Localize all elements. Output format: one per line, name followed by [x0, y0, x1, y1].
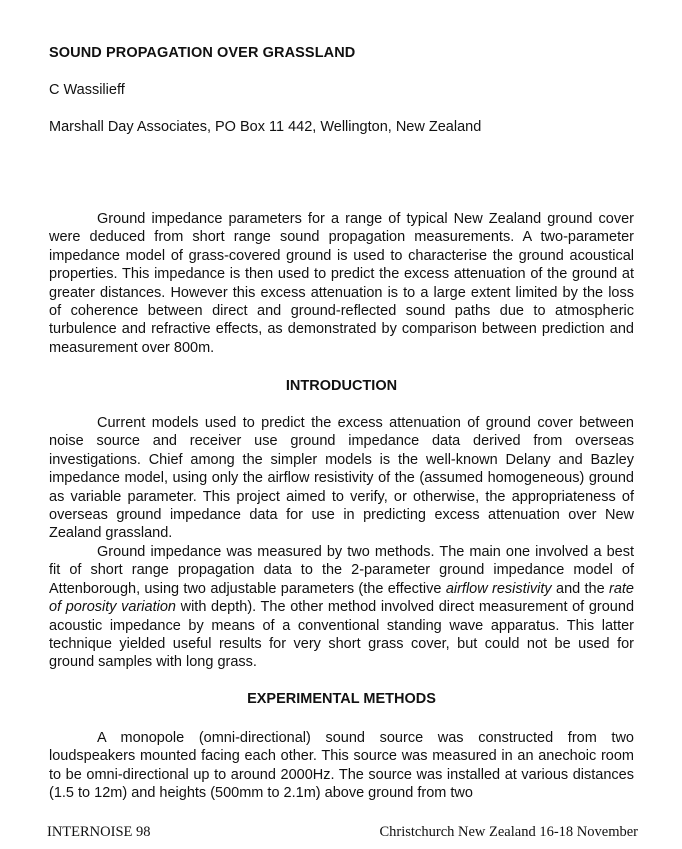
- paper-title: SOUND PROPAGATION OVER GRASSLAND: [49, 45, 356, 61]
- experimental-methods-heading: EXPERIMENTAL METHODS: [247, 691, 436, 707]
- intro-p2-text-2: and the: [551, 580, 610, 597]
- abstract-paragraph: Ground impedance parameters for a range of typical New Zealand ground cover were deduced from short range sound propagation measurements. A two-parameter impedance model of grass-covered ground is used to characterise the ground acoustical properties. This impedance is then used to predict the excess attenuation of the ground at greater distances. However this excess attenuation is to a large extent limited by the loss of coherence between direct and ground-reflected sound paths due to atmospheric turbulence and refractive effects, as demonstrated by comparison between prediction and measurement over 800m.: [49, 211, 634, 356]
- introduction-paragraph-1: Current models used to predict the excess attenuation of ground cover between noise source and receiver use ground impedance data derived from overseas investigations. Chief among the simpler models is the well-known Delany and Bazley impedance model, using only the airflow resistivity of the (assumed homogeneous) ground as variable parameter. This project aimed to verify, or otherwise, the appropriateness of overseas ground impedance data for use in predicting excess attenuation over New Zealand grassland.: [49, 415, 634, 542]
- introduction-heading: INTRODUCTION: [285, 378, 398, 394]
- intro-p2-text-3: with depth). The other method involved direct measurement of ground acoustic impedance by means of a conventional standing wave apparatus. This latter technique yielded useful results for very short grass cover, but could not be used for ground samples with long grass.: [49, 599, 635, 671]
- methods-paragraph-1: A monopole (omni-directional) sound source was constructed from two loudspeakers mounted facing each other. This source was measured in an anechoic room to be omni-directional up to around 2000Hz. The source was installed at various distances (1.5 to 12m) and heights (500mm to 2.1m) above ground from two: [49, 730, 634, 802]
- introduction-paragraph-2: [49, 543, 634, 672]
- intro-p2-text-1: Ground impedance was measured by two methods. The main one involved a best fit of short range propagation data to the 2-parameter ground impedance model of Attenborough, using two adjustable parameters (the effective: [49, 544, 634, 597]
- footer-location-date: Christchurch New Zealand 16-18 November: [379, 824, 638, 840]
- footer-conference: INTERNOISE 98: [47, 824, 151, 840]
- intro-p2-emphasis-porosity-variation: rate of porosity variation: [49, 580, 635, 616]
- intro-p2-emphasis-airflow-resistivity: airflow resistivity: [445, 580, 552, 597]
- author-name: C Wassilieff: [49, 82, 125, 98]
- author-affiliation: Marshall Day Associates, PO Box 11 442, Wellington, New Zealand: [49, 119, 482, 135]
